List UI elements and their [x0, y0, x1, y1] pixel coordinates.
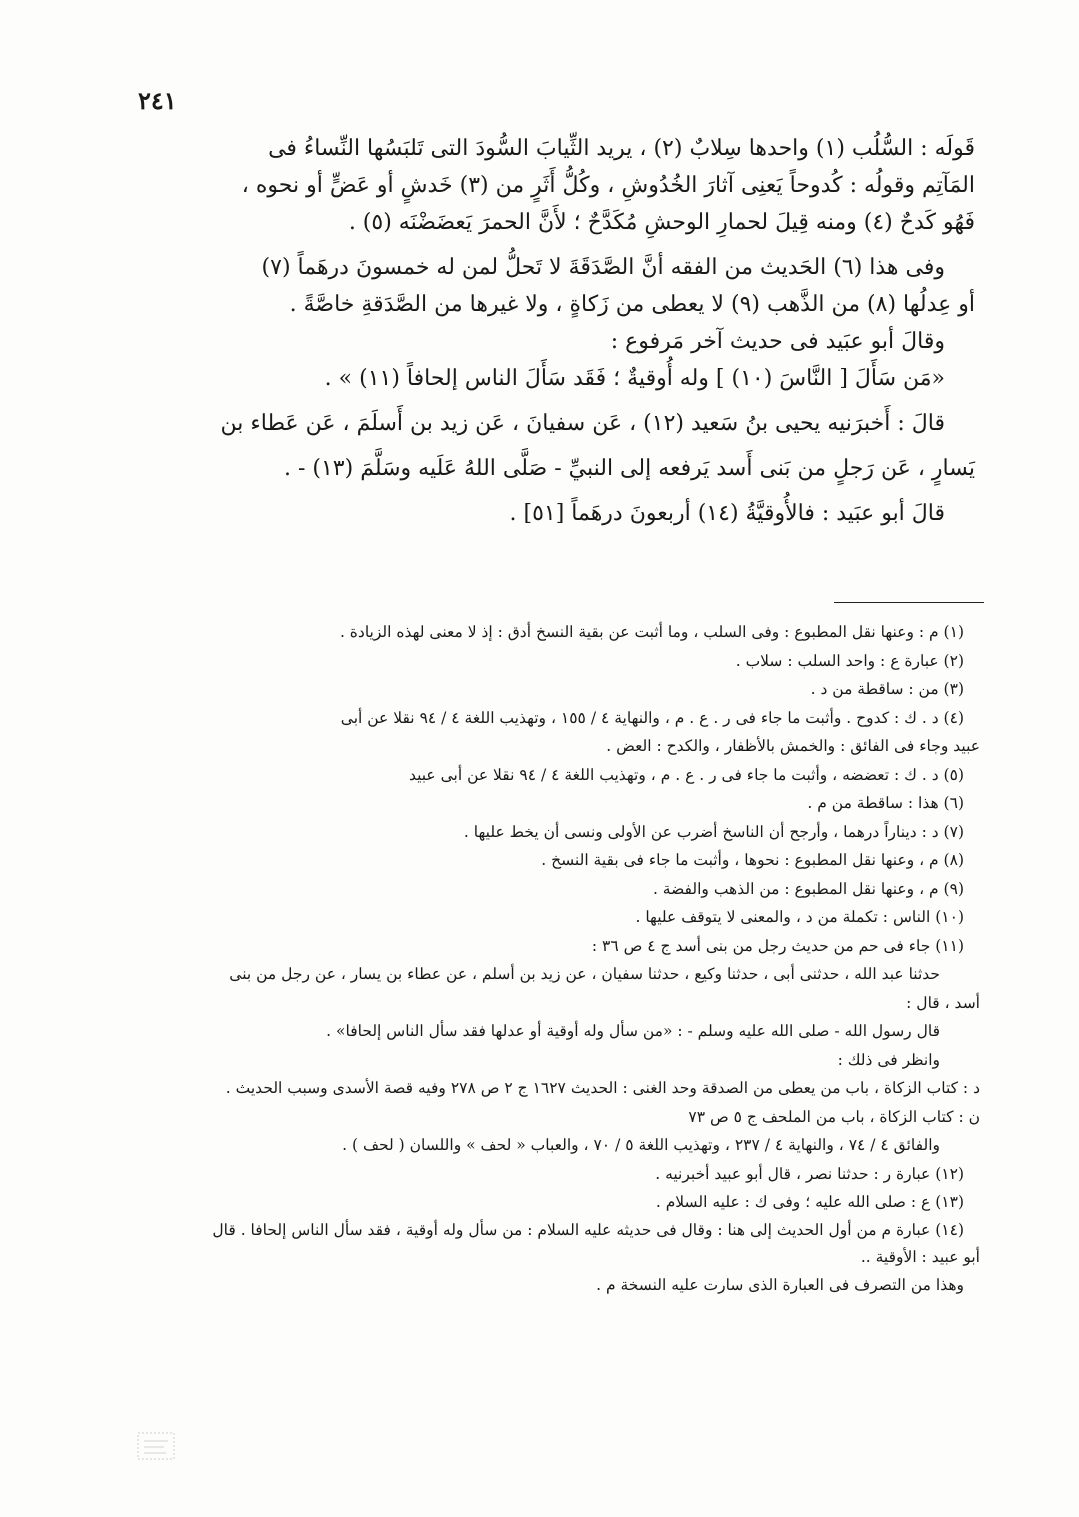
footnote-line: (٣) من : ساقطة من د . [810, 680, 964, 698]
footnote-line: وانظر فى ذلك : [837, 1050, 940, 1069]
footnote-line: حدثنا عبد الله ، حدثنى أبى ، حدثنا وكيع ، حدثنا سفيان ، عن زيد بن أسلم ، عن عطاء بن يسار ، عن رجل من بنى [229, 965, 940, 983]
footnote-line: (١٠) الناس : تكملة من د ، والمعنى لا يتوقف عليها . [635, 908, 964, 926]
footnote-line: عبيد وجاء فى الفائق : والخمش بالأظفار ، والكدح : العض . [606, 737, 980, 755]
footnote-line: (٨) م ، وعنها نقل المطبوع : نحوها ، وأثبت ما جاء فى بقية النسخ . [541, 851, 964, 869]
main-line: أو عِدلُها (٨) من الذَّهب (٩) لا يعطى من زَكاةٍ ، ولا غيرها من الصَّدَقةِ خاصَّةً . [289, 292, 975, 317]
main-line: قَولَه : السُّلُب (١) واحدها سِلابٌ (٢) ، يريد الثِّيابَ السُّودَ التى تَلبَسُها النِّساءُ فى [268, 136, 975, 161]
main-text [95, 130, 975, 532]
footnote-line: (٧) د : ديناراً درهما ، وأرجح أن الناسخ أضرب عن الأولى ونسى أن يخط عليها . [463, 822, 964, 841]
footnote-line: (٦) هذا : ساقطة من م . [807, 794, 964, 812]
page-number: ٢٤١ [138, 86, 177, 115]
main-line: قالَ أبو عبَيد : فالأُوقيَّةُ (١٤) أربعونَ درهَماً [٥١] . [509, 501, 945, 526]
footnote-line: د : كتاب الزكاة ، باب من يعطى من الصدقة وحد الغنى : الحديث ١٦٢٧ ج ٢ ص ٢٧٨ وفيه قصة الأسدى وسبب الحديث . [225, 1079, 980, 1097]
library-stamp-icon [136, 1431, 176, 1461]
footnote-line: قال رسول الله - صلى الله عليه وسلم - : «من سأل وله أوقية أو عدلها فقد سأل الناس إلحافا» . [326, 1022, 940, 1040]
footnote-divider [834, 602, 984, 603]
footnote-line: وهذا من التصرف فى العبارة الذى سارت عليه النسخة م . [596, 1275, 964, 1294]
footnote-line: (١١) جاء فى حم من حديث رجل من بنى أسد ج ٤ ص ٣٦ : [591, 936, 964, 955]
footnote-line: أبو عبيد : الأوقية .. [860, 1247, 980, 1266]
footnote-line: (٩) م ، وعنها نقل المطبوع : من الذهب والفضة . [652, 879, 964, 898]
footnote-line: (١٢) عبارة ر : حدثنا نصر ، قال أبو عبيد أخبرنيه . [655, 1164, 964, 1183]
footnote-line: (١٣) ع : صلى الله عليه ؛ وفى ك : عليه السلام . [655, 1193, 964, 1211]
footnote-line: (١) م : وعنها نقل المطبوع : وفى السلب ، وما أثبت عن بقية النسخ أدق : إذ لا معنى لهذه الزيادة . [339, 623, 964, 641]
main-line: المَآتِم وقولُه : كُدوحاً يَعنِى آثارَ الخُدُوشِ ، وكُلُّ أَثَرٍ من (٣) خَدشٍ أو عَضٍّ أو نحوه ، [241, 173, 975, 198]
footnotes [110, 618, 980, 1299]
main-line: وفى هذا (٦) الحَديث من الفقه أنَّ الصَّدَقَةَ لا تَحلُّ لمن له خمسونَ درهَماً (٧) [261, 255, 945, 280]
main-line: «مَن سَأَلَ [ النَّاسَ (١٠) ] وله أُوقيةٌ ؛ فَقَد سَأَلَ الناس إلحافاً (١١) » . [324, 366, 945, 391]
main-line: قالَ : أَخبرَنيه يحيى بنُ سَعيد (١٢) ، عَن سفيانَ ، عَن زيد بن أَسلَمَ ، عَن عَطاء بن [220, 411, 945, 436]
footnote-line: (٢) عبارة ع : واحد السلب : سلاب . [735, 651, 964, 670]
main-line: يَسارٍ ، عَن رَجلٍ من بَنى أَسد يَرفعه إلى النبيِّ - صَلَّى اللهُ عَلَيه وسَلَّمَ (١٣) - . [283, 456, 975, 481]
footnote-line: والفائق ٤ / ٧٤ ، والنهاية ٤ / ٢٣٧ ، وتهذيب اللغة ٥ / ٧٠ ، والعباب « لحف » واللسان ( لحف ) . [342, 1136, 940, 1154]
main-line: وقالَ أبو عبَيد فى حديث آخر مَرفوع : [610, 329, 945, 354]
footnote-line: أسد ، قال : [906, 993, 980, 1012]
main-line: فَهُو كَدحٌ (٤) ومنه قِيلَ لحمارِ الوحشِ مُكَدَّحٌ ؛ لأَنَّ الحمرَ يَعضَضْنَه (٥) . [348, 210, 975, 235]
footnote-line: ن : كتاب الزكاة ، باب من الملحف ج ٥ ص ٧٣ [688, 1107, 980, 1126]
footnote-line: (٤) د . ك : كدوح . وأثبت ما جاء فى ر . ع . م ، والنهاية ٤ / ١٥٥ ، وتهذيب اللغة ٤ / ٩٤ نقلا عن أبى [340, 708, 964, 727]
footnote-line: (٥) د . ك : تعضضه ، وأثبت ما جاء فى ر . ع . م ، وتهذيب اللغة ٤ / ٩٤ نقلا عن أبى عبيد [408, 765, 964, 784]
footnote-line: (١٤) عبارة م من أول الحديث إلى هنا : وقال فى حديثه عليه السلام : من سأل وله أوقية ، فقد سأل الناس إلحافا . قال [212, 1220, 964, 1239]
